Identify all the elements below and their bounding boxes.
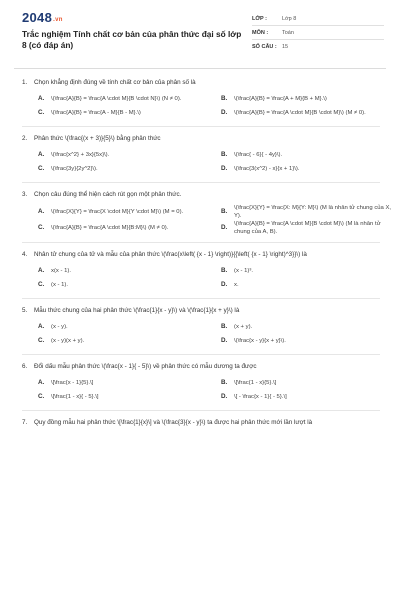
question-body: Quy đồng mẫu hai phân thức \[\frac{1}{x}\] và \(\frac{3}{x - y}\) ta được hai phân thức mới lần lượt là bbox=[34, 419, 313, 426]
answer-text: \[\frac{1 - x}{5}.\] bbox=[234, 380, 277, 386]
question-number: 3. bbox=[22, 191, 28, 198]
meta-row-subject bbox=[252, 26, 384, 40]
question-text bbox=[22, 250, 380, 260]
answer-letter: A. bbox=[38, 267, 45, 274]
answer-option[interactable] bbox=[38, 334, 213, 348]
answer-option[interactable] bbox=[38, 390, 213, 404]
question-divider bbox=[22, 298, 380, 299]
meta-label: MÔN : bbox=[252, 29, 269, 36]
answer-option[interactable] bbox=[221, 376, 396, 390]
answer-text: \(\frac{3(x^2) - x}{x + 1}\). bbox=[234, 166, 300, 172]
answer-text: \(\frac{x^2} + 3x}{5x}\). bbox=[51, 152, 110, 158]
answer-options bbox=[22, 92, 380, 120]
answer-option[interactable] bbox=[221, 278, 396, 292]
question-body: Phân thức \(\frac{(x + 3)}{5}\) bằng phân thức bbox=[34, 135, 161, 142]
answer-option[interactable] bbox=[221, 264, 396, 278]
question-text bbox=[22, 78, 380, 88]
question-divider bbox=[22, 410, 380, 411]
question-divider bbox=[22, 354, 380, 355]
question-number: 2. bbox=[22, 135, 28, 142]
question-body: Chọn câu đúng thể hiện cách rút gọn một phân thức. bbox=[34, 191, 182, 198]
answer-letter: A. bbox=[38, 379, 45, 386]
answer-options bbox=[22, 320, 380, 348]
answer-options bbox=[22, 204, 392, 236]
answer-letter: D. bbox=[221, 337, 228, 344]
answer-options bbox=[22, 376, 380, 404]
answer-option[interactable] bbox=[221, 390, 396, 404]
answer-text: x. bbox=[234, 282, 239, 288]
answer-letter: C. bbox=[38, 224, 45, 231]
meta-label: SỐ CÂU : bbox=[252, 44, 277, 50]
answer-text: x(x - 1). bbox=[51, 268, 71, 274]
question-number: 6. bbox=[22, 363, 28, 370]
question-1 bbox=[0, 78, 400, 127]
answer-letter: C. bbox=[38, 337, 45, 344]
answer-text: \(\frac{A}{B} = \frac{A + M}{B + M}.\) bbox=[234, 96, 327, 102]
answer-letter: C. bbox=[38, 165, 45, 172]
answer-text: \[ - \frac{x - 1}{ - 5}.\] bbox=[234, 394, 287, 400]
question-body: Nhân tử chung của tử và mẫu của phân thức \(\frac{x\left( {x - 1} \right)}{{\left( {x - 1} \right)^3}}\) là bbox=[34, 251, 307, 258]
answer-option[interactable] bbox=[38, 220, 213, 236]
answer-text: (x - 1). bbox=[51, 282, 69, 288]
answer-letter: B. bbox=[221, 267, 228, 274]
answer-options bbox=[22, 264, 380, 292]
answer-option[interactable] bbox=[221, 162, 396, 176]
question-divider bbox=[22, 126, 380, 127]
answer-option[interactable] bbox=[38, 92, 213, 106]
meta-value: Toán bbox=[282, 29, 294, 36]
answer-text: (x - 1)³. bbox=[234, 268, 253, 274]
answer-letter: B. bbox=[221, 151, 228, 158]
answer-option[interactable] bbox=[38, 162, 213, 176]
question-number: 1. bbox=[22, 79, 28, 86]
answer-text: \(\frac{X}{Y} = \frac{X \cdot M}{Y \cdot M}\) (M = 0). bbox=[51, 209, 184, 215]
answer-text: (x + y). bbox=[234, 324, 253, 330]
question-number: 7. bbox=[22, 419, 28, 426]
answer-option[interactable] bbox=[221, 148, 396, 162]
question-4 bbox=[0, 250, 400, 299]
answer-letter: D. bbox=[221, 165, 228, 172]
answer-option[interactable] bbox=[221, 106, 396, 120]
answer-letter: B. bbox=[221, 208, 228, 215]
answer-letter: A. bbox=[38, 208, 45, 215]
question-7 bbox=[0, 418, 400, 428]
answer-option[interactable] bbox=[221, 220, 396, 236]
answer-letter: C. bbox=[38, 393, 45, 400]
answer-text: \(\frac{A}{B} = \frac{A \cdot M}{B \cdot M}\) (M là nhân tử chung của A, B). bbox=[234, 221, 381, 235]
page-header bbox=[0, 0, 400, 74]
question-text bbox=[22, 190, 380, 200]
answer-text: \[\frac{1 - x}{ - 5}.\] bbox=[51, 394, 99, 400]
question-number: 4. bbox=[22, 251, 28, 258]
answer-text: \(\frac{A}{B} = \frac{A - M}{B - M}.\) bbox=[51, 110, 141, 116]
answer-text: \(\frac{ - 6}{ - 4y}\). bbox=[234, 152, 283, 158]
answer-option[interactable] bbox=[221, 320, 396, 334]
meta-table bbox=[252, 12, 384, 54]
answer-letter: D. bbox=[221, 109, 228, 116]
answer-letter: A. bbox=[38, 323, 45, 330]
answer-letter: A. bbox=[38, 151, 45, 158]
question-text bbox=[22, 306, 380, 316]
question-body: Chọn khẳng định đúng về tính chất cơ bản của phân số là bbox=[34, 79, 196, 86]
answer-letter: B. bbox=[221, 95, 228, 102]
answer-text: \(\frac{x - y}{x + y}\). bbox=[234, 338, 286, 344]
question-body: Đổi dấu mẫu phân thức \(\frac{x - 1}{ - 5}\) về phân thức có mẫu dương ta được bbox=[34, 363, 257, 370]
logo-text: 2048 bbox=[22, 10, 53, 25]
question-5 bbox=[0, 306, 400, 355]
answer-text: \[\frac{x - 1}{5}.\] bbox=[51, 380, 94, 386]
meta-row-class bbox=[252, 12, 384, 26]
answer-letter: C. bbox=[38, 109, 45, 116]
answer-option[interactable] bbox=[221, 92, 396, 106]
question-body: Mẫu thức chung của hai phân thức \(\frac{1}{x - y}\) và \(\frac{1}{x + y}\) là bbox=[34, 307, 240, 314]
meta-value: Lớp 8 bbox=[282, 15, 297, 22]
question-text bbox=[22, 362, 380, 372]
answer-letter: A. bbox=[38, 95, 45, 102]
header-divider bbox=[14, 68, 386, 69]
answer-letter: C. bbox=[38, 281, 45, 288]
question-3 bbox=[0, 190, 400, 243]
question-2 bbox=[0, 134, 400, 183]
answer-option[interactable] bbox=[38, 376, 213, 390]
answer-option[interactable] bbox=[38, 148, 213, 162]
meta-row-count bbox=[252, 40, 384, 54]
question-divider bbox=[22, 182, 380, 183]
question-6 bbox=[0, 362, 400, 411]
question-divider bbox=[22, 242, 380, 243]
answer-option[interactable] bbox=[38, 278, 213, 292]
meta-value: 15 bbox=[282, 44, 289, 50]
question-text bbox=[22, 134, 380, 144]
answer-option[interactable] bbox=[38, 106, 213, 120]
answer-text: (x - y)(x + y). bbox=[51, 338, 85, 344]
answer-option[interactable] bbox=[38, 204, 213, 220]
answer-option[interactable] bbox=[38, 320, 213, 334]
answer-text: \(\frac{X}{Y} = \frac{X: M}{Y: M}\) (M là nhân tử chung của X, Y). bbox=[234, 205, 392, 219]
answer-text: \(\frac{A}{B} = \frac{A \cdot M}{B \cdot N}\) (N ≠ 0). bbox=[51, 96, 182, 102]
answer-options bbox=[22, 148, 380, 176]
answer-text: \(\frac{A}{B} = \frac{A \cdot M}{B:M}\) (M ≠ 0). bbox=[51, 225, 169, 231]
answer-text: (x - y). bbox=[51, 324, 68, 330]
answer-letter: B. bbox=[221, 379, 228, 386]
document-title: Trắc nghiệm Tính chất cơ bản của phân thức đại số lớp 8 (có đáp án) bbox=[22, 29, 242, 50]
question-text bbox=[22, 418, 380, 428]
answer-text: \(\frac{3y}{2y^2}\). bbox=[51, 166, 98, 172]
answer-letter: B. bbox=[221, 323, 228, 330]
question-number: 5. bbox=[22, 307, 28, 314]
answer-option[interactable] bbox=[221, 204, 396, 220]
logo-suffix: .vn bbox=[53, 17, 63, 23]
question-list bbox=[0, 78, 400, 435]
answer-text: \(\frac{A}{B} = \frac{A \cdot M}{B \cdot M}\) (M ≠ 0). bbox=[234, 110, 366, 116]
answer-letter: D. bbox=[221, 224, 228, 231]
meta-label: LỚP : bbox=[252, 15, 267, 22]
answer-option[interactable] bbox=[38, 264, 213, 278]
answer-option[interactable] bbox=[221, 334, 396, 348]
site-logo[interactable] bbox=[22, 10, 63, 25]
answer-letter: D. bbox=[221, 393, 228, 400]
answer-letter: D. bbox=[221, 281, 228, 288]
